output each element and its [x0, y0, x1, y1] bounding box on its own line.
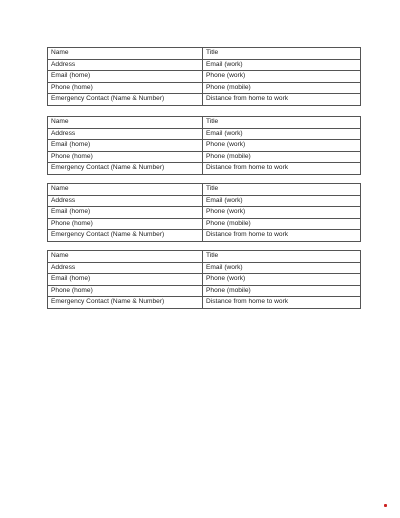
emergency-contact-cell[interactable]: Emergency Contact (Name & Number): [48, 297, 203, 309]
name-cell[interactable]: Name: [48, 184, 203, 196]
phone-home-cell[interactable]: Phone (home): [48, 82, 203, 94]
email-home-cell[interactable]: Email (home): [48, 207, 203, 219]
table-row: [48, 195, 361, 207]
table-row: [48, 218, 361, 230]
email-home-cell[interactable]: Email (home): [48, 274, 203, 286]
table-row: [48, 163, 361, 175]
distance-cell[interactable]: Distance from home to work: [203, 94, 361, 106]
table-row: [48, 94, 361, 106]
title-cell[interactable]: Title: [203, 251, 361, 263]
emergency-contact-cell[interactable]: Emergency Contact (Name & Number): [48, 230, 203, 242]
emergency-contact-cell[interactable]: Emergency Contact (Name & Number): [48, 94, 203, 106]
table-row: [48, 151, 361, 163]
phone-mobile-cell[interactable]: Phone (mobile): [203, 151, 361, 163]
phone-mobile-cell[interactable]: Phone (mobile): [203, 285, 361, 297]
table-row: [48, 230, 361, 242]
name-cell[interactable]: Name: [48, 251, 203, 263]
table-row: [48, 59, 361, 71]
phone-mobile-cell[interactable]: Phone (mobile): [203, 218, 361, 230]
distance-cell[interactable]: Distance from home to work: [203, 230, 361, 242]
phone-home-cell[interactable]: Phone (home): [48, 151, 203, 163]
email-work-cell[interactable]: Email (work): [203, 262, 361, 274]
address-cell[interactable]: Address: [48, 195, 203, 207]
phone-mobile-cell[interactable]: Phone (mobile): [203, 82, 361, 94]
table-row: [48, 82, 361, 94]
name-cell[interactable]: Name: [48, 48, 203, 60]
employee-form-table-3: [47, 183, 361, 242]
phone-home-cell[interactable]: Phone (home): [48, 285, 203, 297]
table-row: [48, 207, 361, 219]
table-row: [48, 140, 361, 152]
employee-form-table-1: [47, 47, 361, 106]
title-cell[interactable]: Title: [203, 117, 361, 129]
table-row: [48, 48, 361, 60]
table-row: [48, 274, 361, 286]
table-row: [48, 285, 361, 297]
phone-work-cell[interactable]: Phone (work): [203, 274, 361, 286]
address-cell[interactable]: Address: [48, 262, 203, 274]
table-row: [48, 297, 361, 309]
email-work-cell[interactable]: Email (work): [203, 195, 361, 207]
phone-work-cell[interactable]: Phone (work): [203, 71, 361, 83]
table-row: [48, 128, 361, 140]
phone-home-cell[interactable]: Phone (home): [48, 218, 203, 230]
employee-form-table-2: [47, 116, 361, 175]
emergency-contact-cell[interactable]: Emergency Contact (Name & Number): [48, 163, 203, 175]
table-row: [48, 251, 361, 263]
employee-form-table-4: [47, 250, 361, 309]
name-cell[interactable]: Name: [48, 117, 203, 129]
email-home-cell[interactable]: Email (home): [48, 140, 203, 152]
distance-cell[interactable]: Distance from home to work: [203, 297, 361, 309]
distance-cell[interactable]: Distance from home to work: [203, 163, 361, 175]
table-row: [48, 262, 361, 274]
email-work-cell[interactable]: Email (work): [203, 128, 361, 140]
phone-work-cell[interactable]: Phone (work): [203, 207, 361, 219]
table-row: [48, 117, 361, 129]
email-home-cell[interactable]: Email (home): [48, 71, 203, 83]
title-cell[interactable]: Title: [203, 184, 361, 196]
corner-mark: [384, 504, 387, 507]
title-cell[interactable]: Title: [203, 48, 361, 60]
address-cell[interactable]: Address: [48, 59, 203, 71]
email-work-cell[interactable]: Email (work): [203, 59, 361, 71]
phone-work-cell[interactable]: Phone (work): [203, 140, 361, 152]
address-cell[interactable]: Address: [48, 128, 203, 140]
table-row: [48, 71, 361, 83]
table-row: [48, 184, 361, 196]
